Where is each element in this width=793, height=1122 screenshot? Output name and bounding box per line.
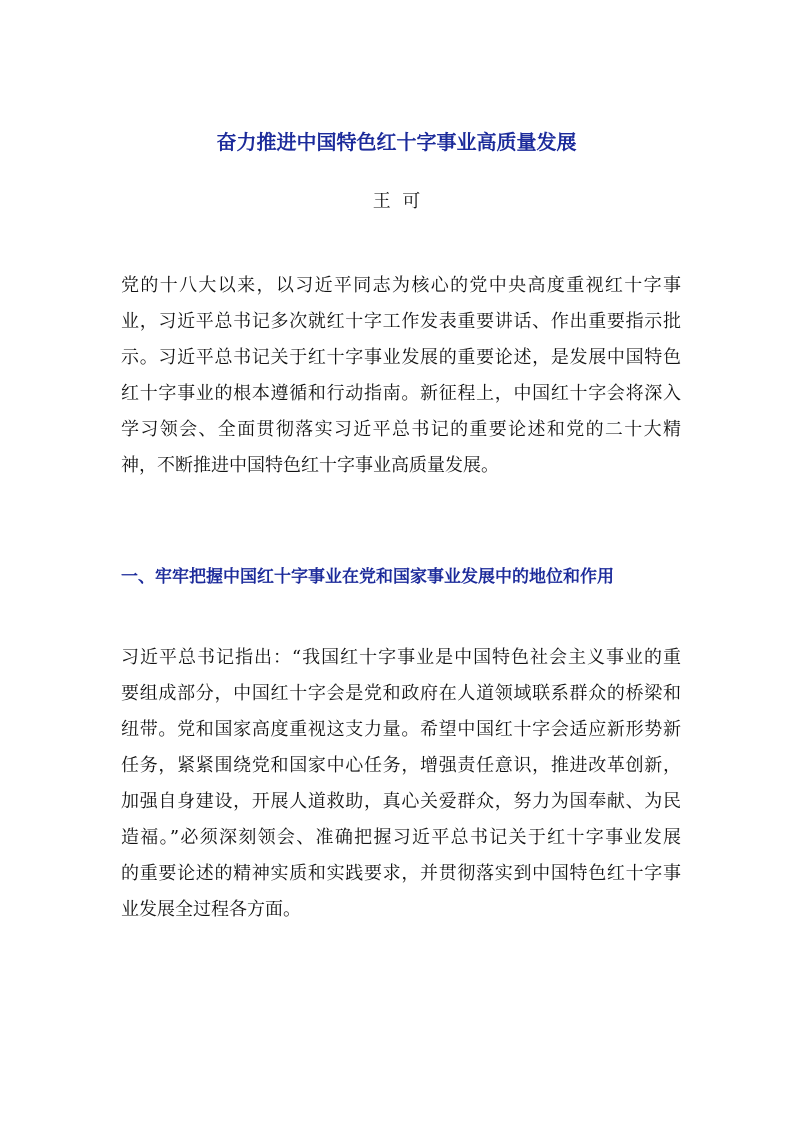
paragraph-line: 示。习近平总书记关于红十字事业发展的重要论述，是发展中国特色	[121, 347, 681, 368]
paragraph-section-one	[121, 640, 681, 928]
paragraph-line: 造福。”必须深刻领会、准确把握习近平总书记关于红十字事业发展	[121, 827, 681, 848]
paragraph-intro	[121, 268, 681, 484]
paragraph-line: 业，习近平总书记多次就红十字工作发表重要讲话、作出重要指示批	[121, 311, 681, 332]
paragraph-line: 党的十八大以来，以习近平同志为核心的党中央高度重视红十字事	[121, 275, 681, 296]
paragraph-line: 红十字事业的根本遵循和行动指南。新征程上，中国红十字会将深入	[121, 383, 681, 404]
paragraph-line: 要组成部分，中国红十字会是党和政府在人道领域联系群众的桥梁和	[121, 683, 681, 704]
paragraph-line: 任务，紧紧围绕党和国家中心任务，增强责任意识，推进改革创新，	[121, 755, 681, 776]
paragraph-line: 的重要论述的精神实质和实践要求，并贯彻落实到中国特色红十字事	[121, 863, 681, 884]
paragraph-line: 习近平总书记指出：“我国红十字事业是中国特色社会主义事业的重	[121, 647, 681, 668]
author-name: 王 可	[372, 191, 421, 212]
paragraph-line: 神，不断推进中国特色红十字事业高质量发展。	[121, 455, 499, 476]
section-heading: 一、牢牢把握中国红十字事业在党和国家事业发展中的地位和作用	[121, 567, 614, 587]
paragraph-line: 学习领会、全面贯彻落实习近平总书记的重要论述和党的二十大精	[121, 419, 681, 440]
paragraph-line: 纽带。党和国家高度重视这支力量。希望中国红十字会适应新形势新	[121, 719, 681, 740]
document-title: 奋力推进中国特色红十字事业高质量发展	[216, 130, 577, 154]
paragraph-line: 加强自身建设，开展人道救助，真心关爱群众，努力为国奉献、为民	[121, 791, 681, 812]
paragraph-line: 业发展全过程各方面。	[121, 899, 301, 920]
